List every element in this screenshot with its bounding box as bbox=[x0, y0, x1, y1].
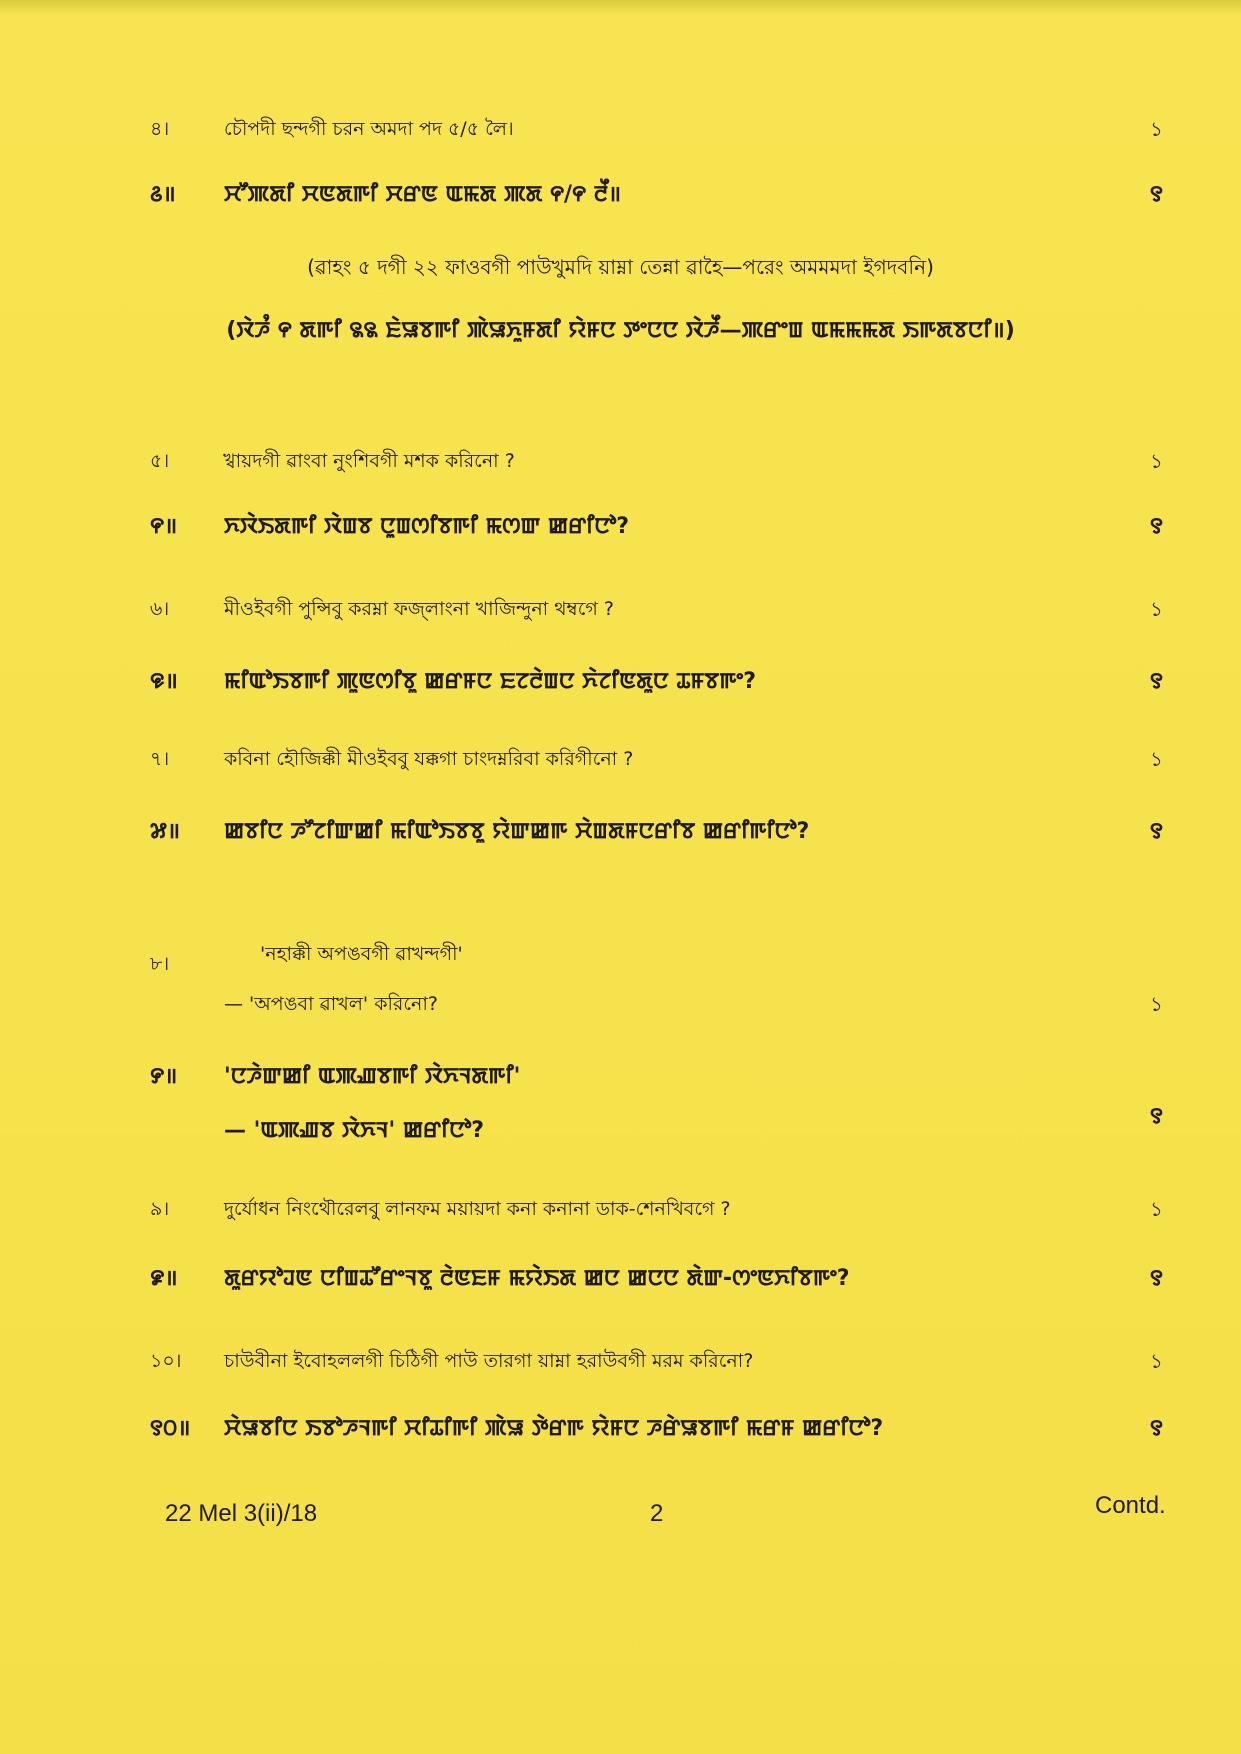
question-marks: ꯱ bbox=[1150, 514, 1163, 539]
question-marks: ১ bbox=[1150, 449, 1163, 473]
question-text: দুর্যোধন নিংথৌরেলবু লানফম ময়ায়দা কনা কনানা ডাক-শেনখিবগে ? bbox=[224, 1198, 731, 1220]
question-text: কবিনা হৌজিক্কী মীওইববু যক্কগা চাংদম্নরিবা করিগীনো ? bbox=[224, 748, 634, 770]
question-marks: ১ bbox=[1150, 117, 1163, 141]
question-marks: ১ bbox=[1150, 992, 1163, 1016]
question-text: ꯃꯤꯑꯣꯏꯕꯒꯤ ꯄꯨꯟꯁꯤꯕꯨ ꯀꯔꯝꯅ ꯐꯖꯂꯥꯡꯅ ꯈꯥꯖꯤꯟꯗꯨꯅ ꯊꯝꯕꯒꯦ? bbox=[224, 669, 756, 694]
question-number: ꯵॥ bbox=[150, 514, 178, 539]
question-number: ১০। bbox=[150, 1350, 182, 1372]
continued-label: Contd. bbox=[1095, 1492, 1166, 1519]
question-text: চাউবীনা ইবোহললগী চিঠিগী পাউ তারগা য়াম্না হরাউবগী মরম করিনো? bbox=[224, 1350, 754, 1372]
question-text: ꯈꯋꯥꯏꯗꯒꯤ ꯋꯥꯡꯕ ꯅꯨꯡꯁꯤꯕꯒꯤ ꯃꯁꯛ ꯀꯔꯤꯅꯣ? bbox=[224, 514, 630, 539]
question-ask: — 'অপঙবা ৱাখল' করিনো? bbox=[224, 993, 438, 1015]
question-number: ৮। bbox=[150, 953, 170, 975]
question-number: ꯹॥ bbox=[150, 1266, 178, 1291]
question-ask: — 'ꯑꯄꯉꯕ ꯋꯥꯈꯜ' ꯀꯔꯤꯅꯣ? bbox=[224, 1118, 484, 1143]
question-text: ꯆꯥꯎꯕꯤꯅ ꯏꯕꯣꯍꯜꯒꯤ ꯆꯤꯊꯤꯒꯤ ꯄꯥꯎ ꯇꯥꯔꯒ ꯌꯥꯝꯅ ꯍꯔꯥꯎꯕꯒꯤ ꯃꯔꯝ ꯀꯔꯤꯅꯣ? bbox=[224, 1416, 884, 1441]
question-text: চৌপদী ছন্দগী চরন অমদা পদ ৫/৫ লৈ। bbox=[224, 118, 514, 140]
instruction-bengali: (ৱাহং ৫ দগী ২২ ফাওবগী পাউখুমদি য়াম্না তেন্না ৱাহৈ—পরেং অমমমদা ইগদবনি) bbox=[307, 255, 934, 279]
question-number: ꯴॥ bbox=[150, 182, 176, 207]
question-number: ꯱꯰॥ bbox=[150, 1416, 191, 1441]
paper-code: 22 Mel 3(ii)/18 bbox=[165, 1500, 318, 1527]
question-marks: ꯱ bbox=[1150, 669, 1163, 694]
question-number: ꯷॥ bbox=[150, 819, 181, 844]
question-text: ꯆꯧꯄꯗꯤ ꯆꯟꯗꯒꯤ ꯆꯔꯟ ꯑꯃꯗ ꯄꯗ ꯵/꯵ ꯂꯩ॥ bbox=[224, 182, 622, 207]
question-number: ৬। bbox=[150, 598, 170, 620]
question-number: ꯶॥ bbox=[150, 669, 178, 694]
page-top-edge bbox=[0, 0, 1241, 14]
question-marks: ১ bbox=[1150, 1349, 1163, 1373]
question-quote: 'নহাক্কী অপঙবগী ৱাখন্দগী' bbox=[260, 943, 463, 965]
question-number: ৭। bbox=[150, 748, 170, 770]
instruction-meitei: (ꯋꯥꯍꯪ ꯵ ꯗꯒꯤ ꯲꯲ ꯐꯥꯎꯕꯒꯤ ꯄꯥꯎꯈꯨꯝꯗꯤ ꯌꯥꯝꯅ ꯇꯦꯅꯅ ꯋꯥꯍꯩ—ꯄꯔꯦꯡ ꯑꯃꯃꯃꯗ ꯏꯒꯗꯕꯅꯤ॥) bbox=[226, 318, 1015, 343]
page-number: 2 bbox=[650, 1500, 664, 1527]
question-marks: ১ bbox=[1150, 747, 1163, 771]
question-marks: ꯱ bbox=[1150, 1416, 1163, 1441]
question-number: ꯸॥ bbox=[150, 1064, 178, 1089]
question-text: খ্বায়দগী ৱাংবা নুংশিবগী মশক করিনো ? bbox=[224, 450, 515, 472]
question-marks: ১ bbox=[1150, 597, 1163, 621]
question-number: ৫। bbox=[150, 450, 170, 472]
question-marks: ১ bbox=[1150, 1197, 1163, 1221]
question-marks: ꯱ bbox=[1150, 182, 1163, 207]
question-text: ꯗꯨꯔꯌꯣꯙꯟ ꯅꯤꯡꯊꯧꯔꯦꯜꯕꯨ ꯂꯥꯟꯐꯝ ꯃꯌꯥꯏꯗ ꯀꯅ ꯀꯅꯅ ꯗꯥꯛ-ꯁꯦꯟꯈꯤꯕꯒꯦ? bbox=[224, 1266, 850, 1291]
question-quote: 'ꯅꯍꯥꯛꯀꯤ ꯑꯄꯉꯕꯒꯤ ꯋꯥꯈꯜꯗꯒꯤ' bbox=[224, 1064, 521, 1089]
question-number: ৯। bbox=[150, 1198, 170, 1220]
question-number: ৪। bbox=[150, 118, 170, 140]
question-marks: ꯱ bbox=[1150, 1266, 1163, 1291]
question-text: ꯀꯕꯤꯅ ꯍꯧꯖꯤꯛꯀꯤ ꯃꯤꯑꯣꯏꯕꯕꯨ ꯌꯥꯛꯀꯒ ꯆꯥꯡꯗꯝꯅꯔꯤꯕ ꯀꯔꯤꯒꯤꯅꯣ? bbox=[224, 819, 810, 844]
question-marks: ꯱ bbox=[1150, 1104, 1163, 1129]
question-marks: ꯱ bbox=[1150, 819, 1163, 844]
question-text: মীওইবগী পুন্সিবু করম্না ফজ্লাংনা খাজিন্দুনা থম্বগে ? bbox=[224, 598, 614, 620]
